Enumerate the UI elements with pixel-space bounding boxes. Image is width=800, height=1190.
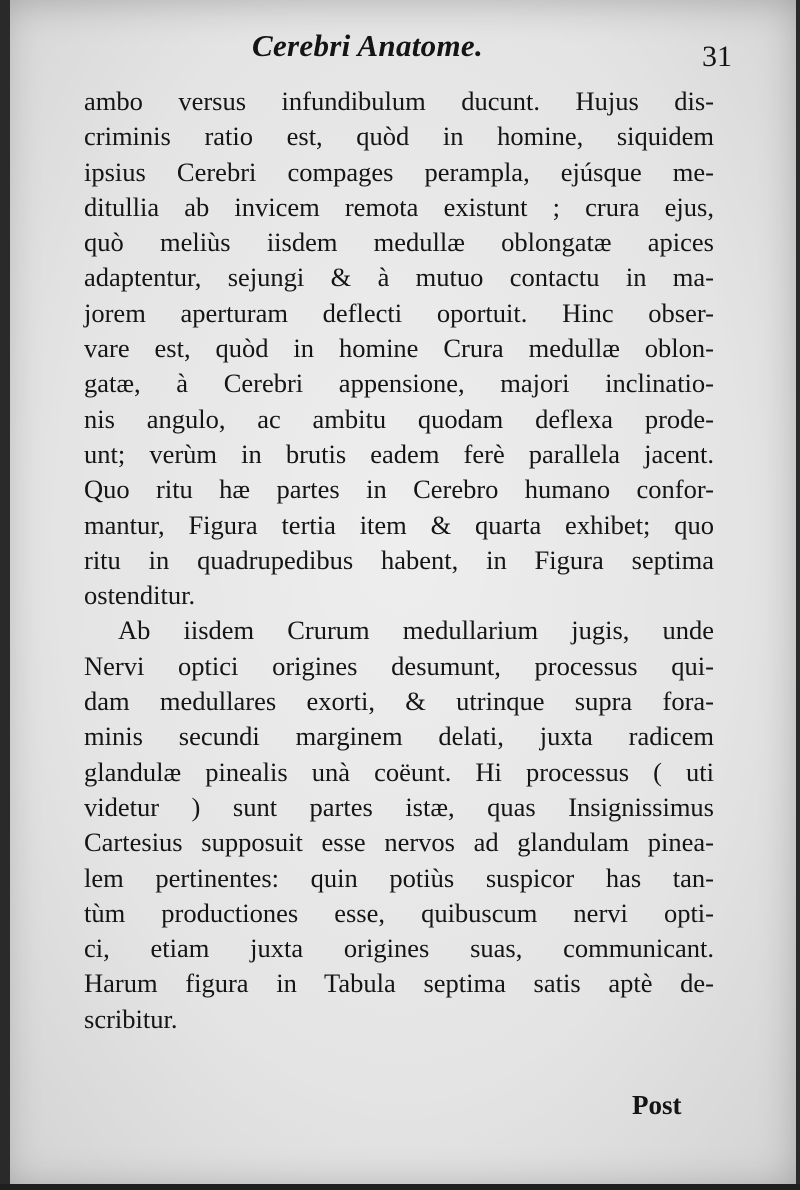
- text-line: ritu in quadrupedibus habent, in Figura septima: [84, 544, 714, 575]
- text-line: adaptentur, sejungi & à mutuo contactu in ma-: [84, 262, 714, 293]
- text-line: criminis ratio est, quòd in homine, siquidem: [84, 121, 714, 152]
- page-edge-left: [0, 0, 10, 1190]
- text-line: ipsius Cerebri compages perampla, ejúsque me-: [84, 156, 714, 187]
- text-line: jorem aperturam deflecti oportuit. Hinc obser-: [84, 297, 714, 328]
- text-line: gatæ, à Cerebri appensione, majori inclinatio-: [84, 368, 714, 399]
- text-line: Cartesius supposuit esse nervos ad glandulam pinea-: [84, 827, 714, 858]
- text-line: tùm productiones esse, quibuscum nervi opti-: [84, 897, 714, 928]
- text-line: lem pertinentes: quin potiùs suspicor has tan-: [84, 862, 714, 893]
- text-line: Ab iisdem Crurum medullarium jugis, unde: [118, 615, 714, 646]
- text-line: vare est, quòd in homine Crura medullæ oblon-: [84, 333, 714, 364]
- text-line: Harum figura in Tabula septima satis aptè de-: [84, 968, 714, 999]
- text-line: Nervi optici origines desumunt, processus qui-: [84, 650, 714, 681]
- text-line: minis secundi marginem delati, juxta radicem: [84, 721, 714, 752]
- text-line: dam medullares exorti, & utrinque supra fora-: [84, 686, 714, 717]
- text-line: ditullia ab invicem remota existunt ; crura ejus,: [84, 191, 714, 222]
- page-number: 31: [702, 40, 732, 73]
- catchword: Post: [632, 1090, 682, 1120]
- page-edge-right: [796, 0, 800, 1190]
- text-line: unt; verùm in brutis eadem ferè parallela jacent.: [84, 438, 714, 469]
- page-edge-bottom: [0, 1184, 800, 1190]
- body-text: [84, 84, 714, 1037]
- text-line: nis angulo, ac ambitu quodam deflexa prode-: [84, 403, 714, 434]
- text-line: ci, etiam juxta origines suas, communicant.: [84, 933, 714, 964]
- text-line: ostenditur.: [84, 580, 196, 611]
- running-head: Cerebri Anatome.: [252, 28, 483, 63]
- text-line: glandulæ pinealis unà coëunt. Hi processus ( uti: [84, 756, 714, 787]
- text-line: scribitur.: [84, 1003, 178, 1034]
- text-line: ambo versus infundibulum ducunt. Hujus dis-: [84, 86, 714, 116]
- text-line: Quo ritu hæ partes in Cerebro humano confor-: [84, 474, 714, 505]
- text-line: videtur ) sunt partes istæ, quas Insignissimus: [84, 791, 714, 822]
- text-line: quò meliùs iisdem medullæ oblongatæ apices: [84, 227, 714, 258]
- text-line: mantur, Figura tertia item & quarta exhibet; quo: [84, 509, 714, 540]
